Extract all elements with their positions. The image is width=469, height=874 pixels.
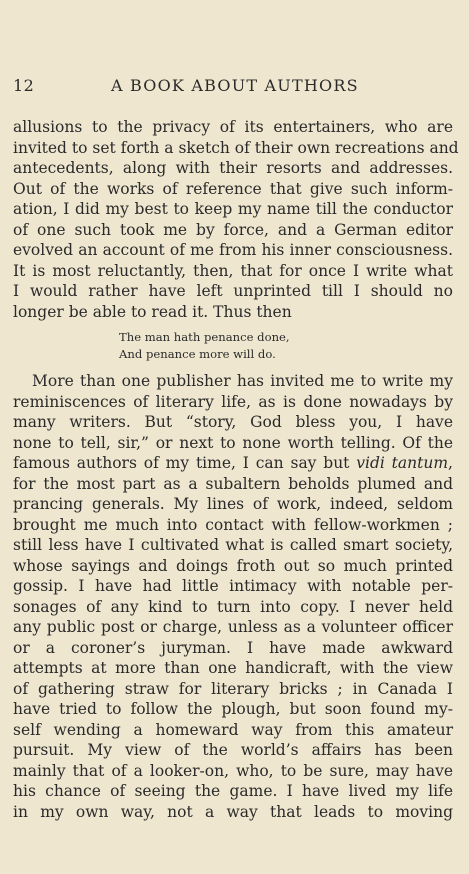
text-line: longer be able to read it. Thus then [13, 302, 292, 321]
paragraph-1 [13, 117, 459, 322]
text-line: pursuit. My view of the world’s affairs has been [13, 741, 453, 759]
text-line: brought me much into contact with fellow-workmen ; [13, 515, 453, 534]
text-line: mainly that of a looker-on, who, to be sure, may have [13, 761, 453, 780]
text-line [13, 453, 453, 474]
verse-line: The man hath penance done, [119, 330, 290, 344]
text-line: for the most part as a subaltern beholds plumed and [13, 474, 453, 493]
text-line: evolved an account of me from his inner consciousness. [13, 241, 453, 259]
verse-quotation [0, 329, 469, 363]
text-line: his chance of seeing the game. I have lived my life [13, 782, 453, 800]
text-line: gossip. I have had little intimacy with notable per- [13, 577, 453, 595]
page-number: 12 [13, 76, 35, 95]
text-line: any public post or charge, unless as a volunteer officer [13, 618, 453, 636]
text-line: I would rather have left unprinted till I should no [13, 282, 453, 300]
text-line: prancing generals. My lines of work, indeed, seldom [13, 495, 453, 513]
running-head-title: A BOOK ABOUT AUTHORS [111, 76, 359, 95]
text-line: invited to set forth a sketch of their own recreations and [13, 138, 459, 157]
text-line: of gathering straw for literary bricks ; in Canada I [13, 679, 453, 698]
text-line: whose sayings and doings froth out so much printed [13, 556, 453, 575]
text-line: It is most reluctantly, then, that for once I write what [13, 261, 453, 280]
text-line: sonages of any kind to turn into copy. I never held [13, 597, 453, 616]
italic-phrase: vidi tantum [356, 454, 449, 472]
text-line: Out of the works of reference that give such inform- [13, 179, 453, 198]
text-line: still less have I cultivated what is called smart society, [13, 536, 453, 554]
text-line: More than one publisher has invited me to write my [32, 372, 453, 390]
text-line: in my own way, not a way that leads to moving [13, 802, 453, 821]
text-line: none to tell, sir,” or next to none worth telling. Of the [13, 433, 453, 452]
text-line: have tried to follow the plough, but soon found my- [13, 700, 453, 718]
text-line: many writers. But “story, God bless you, I have [13, 413, 453, 431]
text-line: reminiscences of literary life, as is done nowadays by [13, 392, 453, 411]
text-run: , [448, 454, 453, 472]
text-line: ation, I did my best to keep my name till the conductor [13, 200, 453, 218]
paragraph-2 [13, 371, 453, 822]
text-line: or a coroner’s juryman. I have made awkward [13, 638, 453, 657]
text-run: famous authors of my time, I can say but [13, 454, 357, 472]
text-line: attempts at more than one handicraft, with the view [13, 659, 453, 677]
text-line: antecedents, along with their resorts and addresses. [13, 159, 453, 177]
text-line: self wending a homeward way from this amateur [13, 720, 453, 739]
text-line: allusions to the privacy of its entertainers, who are [13, 118, 453, 136]
verse-line: And penance more will do. [119, 347, 276, 361]
text-line: of one such took me by force, and a German editor [13, 220, 453, 239]
running-head [13, 76, 453, 96]
